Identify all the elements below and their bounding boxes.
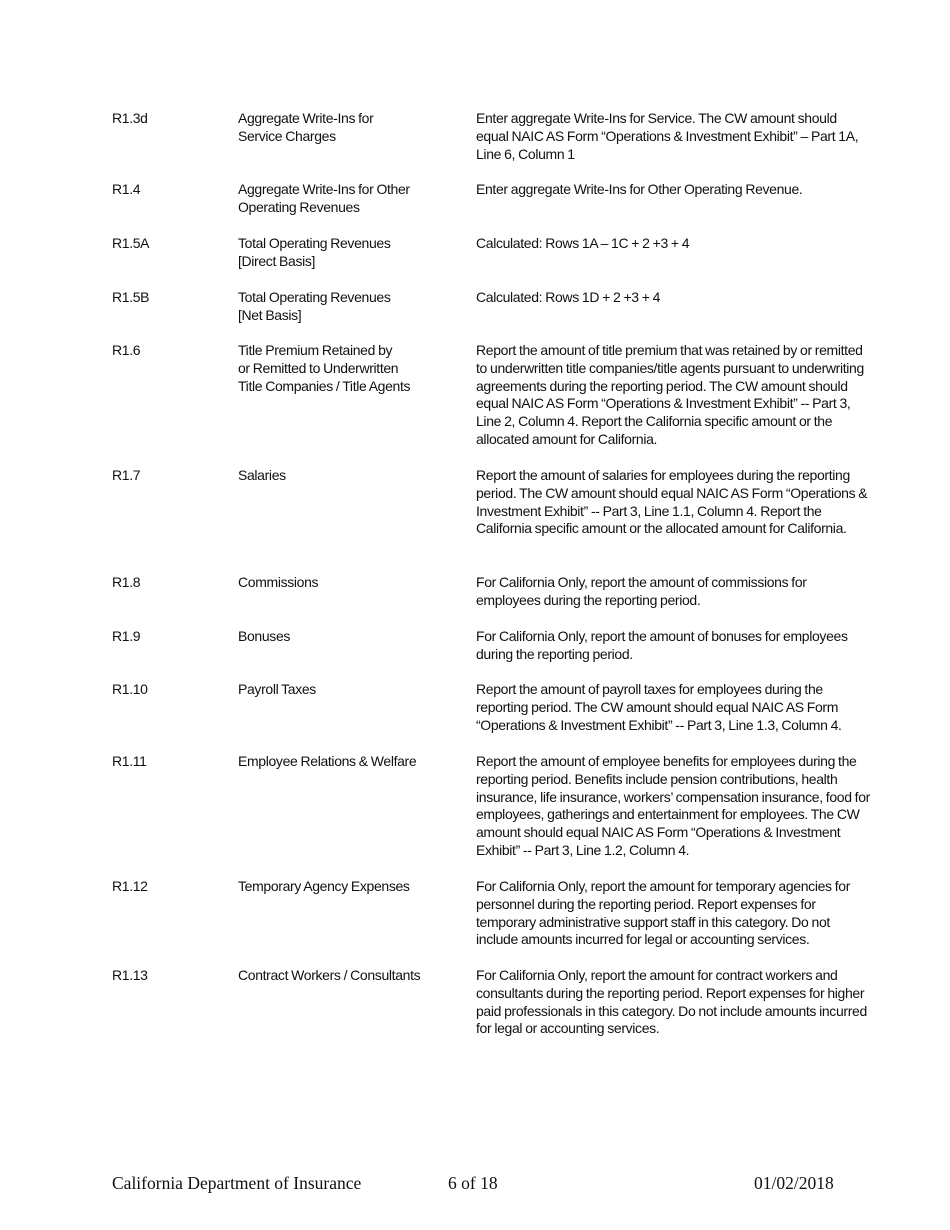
row-code: R1.13 [112, 967, 148, 983]
row-description: Report the amount of payroll taxes for employees during the reporting period. The CW amount should equal NAIC AS Form “Operations & Investment Exhibit” -- Part 3, Line 1.3, Column 4. [476, 681, 842, 733]
row-label-line: Commissions [238, 574, 319, 590]
row-code: R1.5B [112, 289, 150, 305]
row-label [238, 110, 463, 146]
row-code: R1.4 [112, 181, 141, 197]
row-label-line: Title Premium Retained by [238, 342, 393, 358]
row-code: R1.3d [112, 110, 148, 126]
row-label [238, 753, 463, 771]
row-label-line: Service Charges [238, 127, 336, 144]
row-code: R1.5A [112, 235, 150, 251]
row-label [238, 574, 463, 592]
footer-date: 01/02/2018 [754, 1173, 834, 1193]
row-label-line: Contract Workers / Consultants [238, 967, 421, 983]
row-label [238, 467, 463, 485]
row-label [238, 235, 463, 271]
row-description: For California Only, report the amount for contract workers and consultants during the reporting period. Report expenses for higher paid professionals in this category. Do not include amounts incurred for legal or accounting services. [476, 967, 867, 1037]
row-description: Enter aggregate Write-Ins for Service. The CW amount should equal NAIC AS Form “Operations & Investment Exhibit” – Part 1A, Line 6, Column 1 [476, 110, 859, 162]
row-label [238, 967, 463, 985]
page-footer [0, 1173, 950, 1195]
row-code: R1.7 [112, 467, 141, 483]
row-label [238, 681, 463, 699]
row-label-line: Title Companies / Title Agents [238, 377, 411, 394]
row-label-line: Aggregate Write-Ins for Other [238, 181, 410, 197]
row-label-line: [Direct Basis] [238, 252, 316, 269]
row-code: R1.12 [112, 878, 148, 894]
row-label [238, 342, 463, 395]
row-label-line: Payroll Taxes [238, 681, 316, 697]
row-code: R1.10 [112, 681, 148, 697]
row-label [238, 181, 463, 217]
row-description: For California Only, report the amount of commissions for employees during the reporting period. [476, 574, 807, 608]
footer-page-number: 6 of 18 [448, 1173, 498, 1193]
row-label [238, 628, 463, 646]
row-description: Calculated: Rows 1D + 2 +3 + 4 [476, 289, 661, 305]
row-code: R1.6 [112, 342, 141, 358]
row-label-line: Temporary Agency Expenses [238, 878, 410, 894]
row-label-line: Salaries [238, 467, 286, 483]
row-description: For California Only, report the amount of bonuses for employees during the reporting period. [476, 628, 848, 662]
footer-organization: California Department of Insurance [112, 1173, 362, 1193]
row-label-line: Operating Revenues [238, 198, 360, 215]
row-label-line: Total Operating Revenues [238, 235, 391, 251]
row-label [238, 289, 463, 325]
row-label-line: [Net Basis] [238, 306, 302, 323]
row-code: R1.9 [112, 628, 141, 644]
row-description: Report the amount of salaries for employees during the reporting period. The CW amount should equal NAIC AS Form “Operations & Investment Exhibit” -- Part 3, Line 1.1, Column 4. Report the California specific amount or the allocated amount for California. [476, 467, 868, 537]
row-description: Report the amount of title premium that was retained by or remitted to underwritten title companies/title agents pursuant to underwriting agreements during the reporting period. The CW amount should equal NAIC AS Form “Operations & Investment Exhibit” -- Part 3, Line 2, Column 4. Report the California specific amount or the allocated amount for California. [476, 342, 864, 447]
row-code: R1.8 [112, 574, 141, 590]
row-label [238, 878, 463, 896]
row-code: R1.11 [112, 753, 147, 769]
row-label-line: Employee Relations & Welfare [238, 753, 417, 769]
row-description: Calculated: Rows 1A – 1C + 2 +3 + 4 [476, 235, 690, 251]
row-label-line: or Remitted to Underwritten [238, 359, 399, 376]
row-label-line: Total Operating Revenues [238, 289, 391, 305]
row-description: Report the amount of employee benefits for employees during the reporting period. Benefits include pension contributions, health insurance, life insurance, workers’ compensation insurance, food for employees, gatherings and entertainment for employees. The CW amount should equal NAIC AS Form “Operations & Investment Exhibit” -- Part 3, Line 1.2, Column 4. [476, 753, 870, 858]
row-label-line: Aggregate Write-Ins for [238, 110, 374, 126]
row-label-line: Bonuses [238, 628, 291, 644]
row-description: Enter aggregate Write-Ins for Other Operating Revenue. [476, 181, 803, 197]
row-description: For California Only, report the amount for temporary agencies for personnel during the reporting period. Report expenses for temporary administrative support staff in this category. Do not include amounts incurred for legal or accounting services. [476, 878, 850, 948]
